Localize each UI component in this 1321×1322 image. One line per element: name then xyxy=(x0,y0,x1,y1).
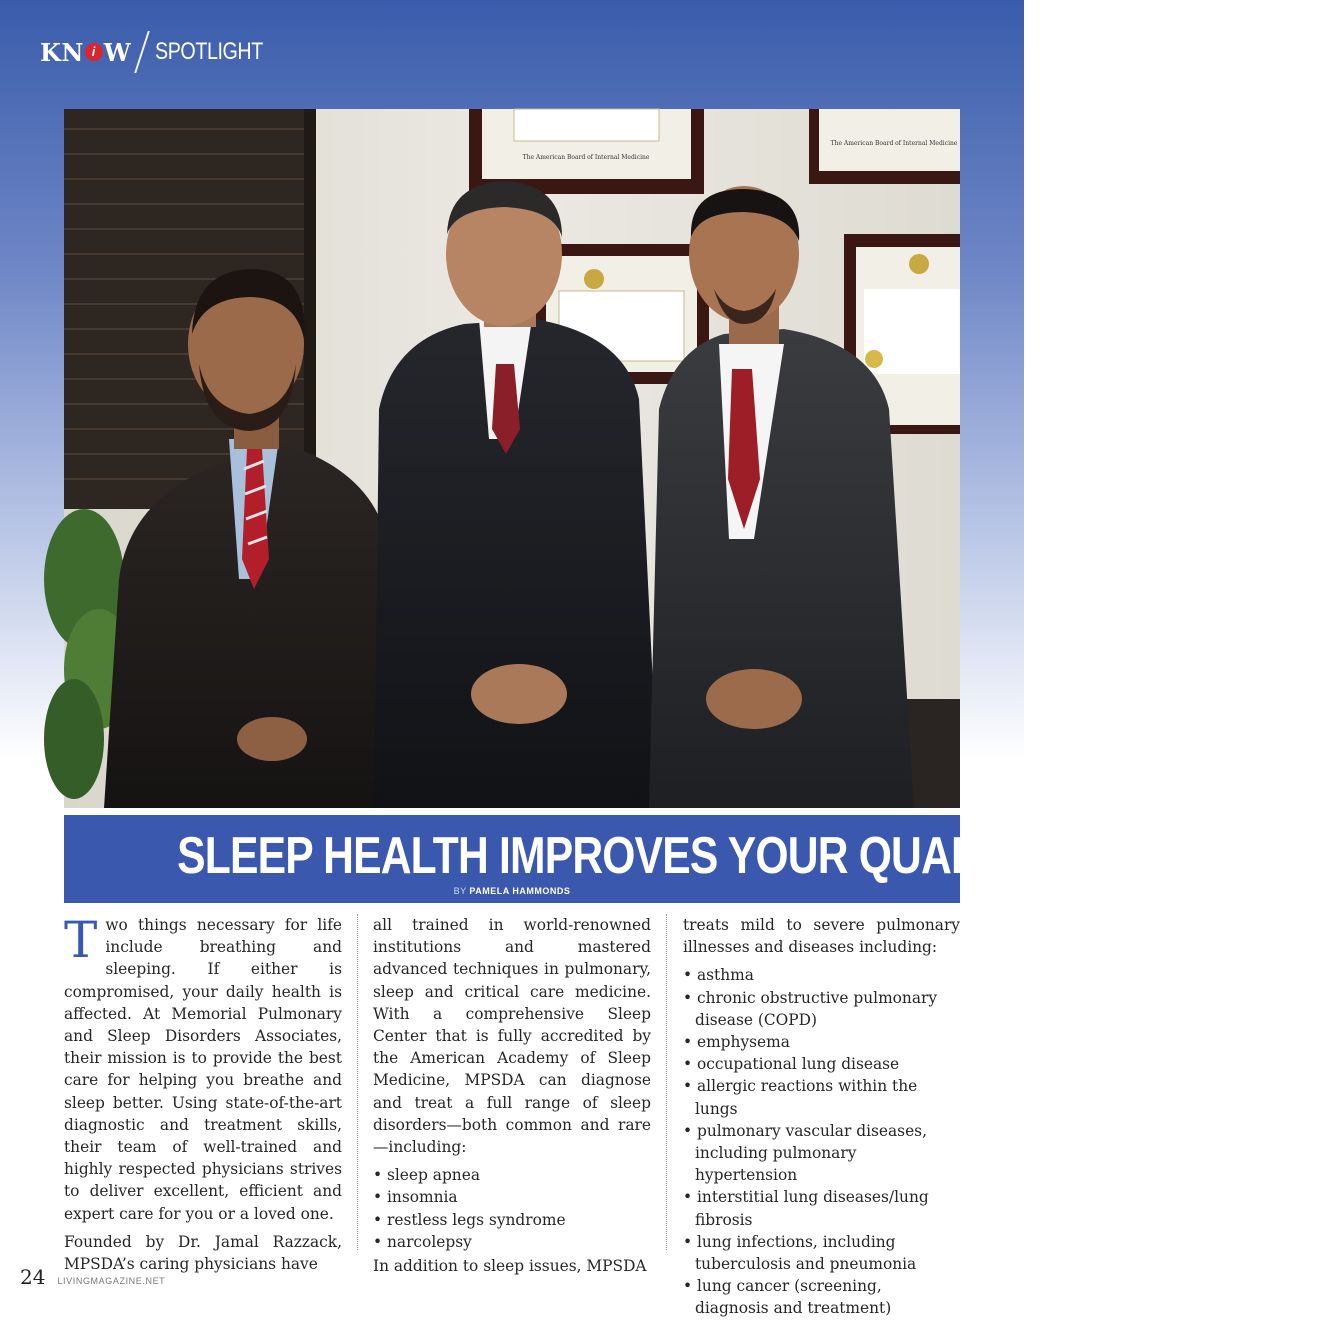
certificate-caption: The American Board of Internal Medicine xyxy=(830,140,958,147)
sleep-disorders-list xyxy=(373,1164,651,1253)
know-logo xyxy=(40,38,131,67)
logo-info-icon: i xyxy=(85,43,103,61)
header-divider xyxy=(134,31,150,73)
list-item: • restless legs syndrome xyxy=(373,1209,651,1231)
intro-paragraph xyxy=(64,911,342,1225)
paragraph: In addition to sleep issues, MPSDA xyxy=(373,1257,647,1276)
list-item: • pulmonary vascular diseases, including pulmonary hypertension xyxy=(683,1120,960,1187)
paragraph: treats mild to severe pulmonary illnesses and diseases including: xyxy=(683,916,960,957)
paragraph: all trained in world-renowned institutions and mastered advanced techniques in pulmonary, sleep and critical care medicine. With a comprehensive Sleep Center that is fully accredited by the American Academy of Sleep Medicine, MPSDA can diagnose and treat a full range of sleep disorders—both common and rare—including: xyxy=(373,916,651,1157)
paragraph: Founded by Dr. Jamal Razzack, MPSDA’s caring physicians have xyxy=(64,1232,342,1274)
list-item: • allergic reactions within the lungs xyxy=(683,1075,960,1119)
section-label: SPOTLIGHT xyxy=(155,38,264,65)
logo-text-right: W xyxy=(103,37,132,67)
section-header xyxy=(40,30,287,74)
pulmonary-conditions-list xyxy=(683,964,960,1319)
list-item: • chronic obstructive pulmonary disease (COPD) xyxy=(683,987,960,1031)
author-name: PAMELA HAMMONDS xyxy=(469,886,571,896)
title-band xyxy=(64,815,1209,903)
certificate-frame xyxy=(809,109,960,184)
list-item: • occupational lung disease xyxy=(683,1053,960,1075)
list-item: • narcolepsy xyxy=(373,1231,651,1253)
list-item: • lung cancer (screening, diagnosis and treatment) xyxy=(683,1275,960,1319)
list-item: • asthma xyxy=(683,964,960,986)
article-column-1 xyxy=(64,911,342,1281)
intro-text: wo things necessary for life include breathing and sleeping. If either is compromised, your daily health is affected. At Memorial Pulmonary and Sleep Disorders Associates, their mission is to provide the best care for helping you breathe and sleep better. Using state-of-the-art diagnostic and treatment skills, their team of well-trained and highly respected physicians strives to deliver excellent, efficient and expert care for you or a loved one. xyxy=(64,916,342,1223)
column-divider xyxy=(357,914,358,1250)
article-title xyxy=(64,825,1209,887)
list-item: • lung infections, including tuberculosis and pneumonia xyxy=(683,1231,960,1275)
page-footer xyxy=(20,1265,165,1289)
page-number: 24 xyxy=(20,1265,46,1289)
list-item: • emphysema xyxy=(683,1031,960,1053)
website-link[interactable]: LIVINGMAGAZINE.NET xyxy=(57,1276,166,1286)
feature-photo xyxy=(64,109,960,808)
column-divider xyxy=(666,914,667,1250)
article-title-text: SLEEP HEALTH IMPROVES YOUR QUALITY OF LIFE xyxy=(177,827,1209,885)
certificate-caption: The American Board of Internal Medicine xyxy=(522,154,650,161)
article-column-3 xyxy=(683,914,960,1322)
list-item: • interstitial lung diseases/lung fibrosis xyxy=(683,1186,960,1230)
logo-text-left: KN xyxy=(40,37,84,67)
list-item: • insomnia xyxy=(373,1186,651,1208)
byline xyxy=(64,886,960,896)
list-item: • sleep apnea xyxy=(373,1164,651,1186)
article-column-2 xyxy=(373,914,651,1283)
byline-prefix: BY xyxy=(453,886,467,896)
drop-cap: T xyxy=(64,911,98,969)
